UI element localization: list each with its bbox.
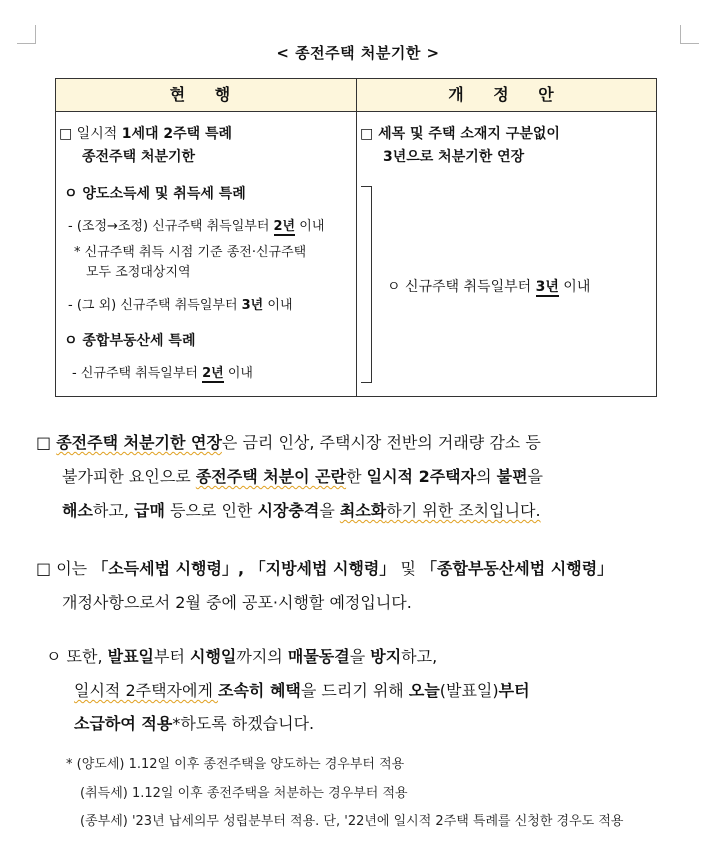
text: 이는 [56, 559, 93, 578]
text: 은 금리 인상, 주택시장 전반의 거래량 감소 등 [221, 433, 541, 452]
text: 급매 [134, 501, 165, 520]
current-item-heading [59, 123, 232, 143]
text: 일시적 2주택자에게 [74, 681, 218, 700]
text: 「소득세법 시행령」, 「지방세법 시행령」 [92, 559, 396, 578]
text: 한 [346, 467, 367, 486]
text: 시행일 [190, 647, 237, 666]
proposed-item-heading: □ 세목 및 주택 소재지 구분없이 [360, 126, 560, 142]
text: 해소 [62, 501, 93, 520]
para3-line3 [74, 711, 314, 734]
para2-line1 [36, 556, 613, 579]
text: 또한, [66, 647, 108, 666]
footnote-property: (종부세) '23년 납세의무 성립분부터 적용. 단, '22년에 일시적 2주택 특례를 신청한 경우도 적용 [80, 814, 624, 829]
current-sub-property-tax: ㅇ 종합부동산세 특례 [64, 333, 196, 349]
text: 을 드리기 위해 [300, 681, 409, 700]
text: 하고, [92, 501, 135, 520]
current-item-heading-2: 종전주택 처분기한 [82, 149, 196, 165]
text: 부터 [498, 681, 530, 700]
text: 매물동결 [287, 647, 350, 666]
text: 을 [319, 501, 340, 520]
text: 1세대 2주택 특례 [121, 126, 233, 142]
text: 방지 [370, 647, 402, 666]
para1-line3 [62, 498, 541, 521]
current-note-1: * 신규주택 취득 시점 기준 종전·신규주택 [74, 245, 307, 260]
text: 의 [476, 467, 497, 486]
text: ㅇ [46, 647, 67, 666]
text: - 신규주택 취득일부터 [72, 366, 203, 381]
text: 최소화 [339, 501, 387, 520]
para2-line2: 개정사항으로서 2월 중에 공포·시행할 예정입니다. [62, 593, 412, 612]
deadline-value: 3년 [535, 279, 559, 295]
text: 이내 [263, 298, 293, 313]
footnote-capital-gains: * (양도세) 1.12일 이후 종전주택을 양도하는 경우부터 적용 [66, 757, 405, 772]
text: 등으로 인한 [164, 501, 258, 520]
text: 시장충격 [257, 501, 320, 520]
text: 발표일 [107, 647, 155, 666]
current-note-2: 모두 조정대상지역 [86, 265, 191, 280]
text: □ [36, 559, 57, 578]
text: 이내 [223, 366, 253, 381]
text: (발표일) [439, 681, 499, 700]
current-sub-capital-gains: ㅇ 양도소득세 및 취득세 특례 [64, 186, 246, 202]
header-current: 현 행 [169, 85, 243, 104]
text: 을 [349, 647, 371, 666]
para1-line1 [36, 430, 541, 453]
text: 을 [527, 467, 544, 486]
current-other-rule [68, 294, 293, 313]
text: - (그 외) 신규주택 취득일부터 [68, 298, 242, 313]
deadline-value: 3년 [241, 298, 264, 313]
text: 조속히 혜택 [218, 681, 301, 700]
text: 오늘 [408, 681, 440, 700]
para1-line2 [62, 464, 543, 487]
text: 이내 [558, 279, 591, 295]
text: 불가피한 요인으로 [62, 467, 196, 486]
section-title: < 종전주택 처분기한 > [276, 44, 440, 62]
text: 부터 [154, 647, 191, 666]
proposed-rule [387, 276, 590, 296]
current-adjusted-rule [68, 215, 324, 234]
para3-line1 [46, 644, 437, 667]
text: 하기 위한 조치입니다. [386, 501, 541, 520]
deadline-value: 2년 [202, 366, 224, 381]
text: 및 [395, 559, 422, 578]
footnote-acquisition: (취득세) 1.12일 이후 종전주택을 처분하는 경우부터 적용 [80, 786, 408, 801]
text: - (조정→조정) 신규주택 취득일부터 [68, 219, 274, 234]
text: *하도록 하겠습니다. [172, 714, 315, 733]
text: 「종합부동산세법 시행령」 [421, 559, 614, 578]
bracket-shape [361, 186, 372, 383]
text: 소급하여 적용 [74, 714, 173, 733]
text: 종전주택 처분이 곤란 [195, 467, 347, 486]
deadline-value: 2년 [273, 219, 296, 234]
para3-line2 [74, 678, 530, 701]
text: ㅇ 신규주택 취득일부터 [387, 279, 536, 295]
text: 이내 [295, 219, 325, 234]
text: □ 일시적 [59, 126, 122, 142]
column-divider [356, 79, 357, 396]
proposed-item-heading-2: 3년으로 처분기한 연장 [383, 149, 525, 165]
text: □ [36, 433, 57, 452]
text: 하고, [401, 647, 438, 666]
header-proposed: 개 정 안 [448, 85, 566, 104]
text: 까지의 [236, 647, 288, 666]
text: 불편 [496, 467, 528, 486]
text: 일시적 2주택자 [366, 467, 477, 486]
current-property-rule [72, 362, 253, 381]
text: 종전주택 처분기한 연장 [56, 433, 222, 452]
